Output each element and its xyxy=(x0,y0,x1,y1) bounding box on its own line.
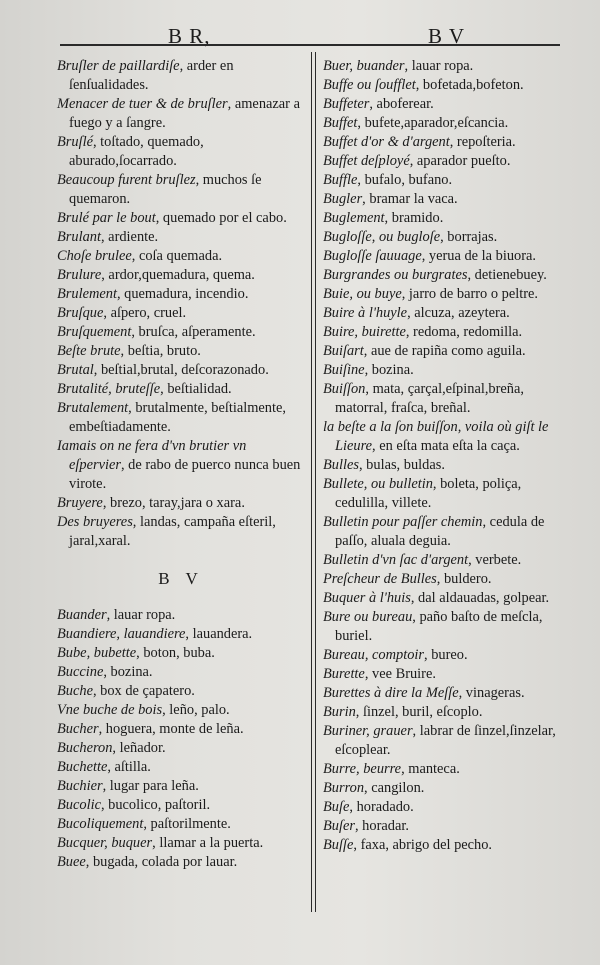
entry-definition: , landas, campaña eſteril, jaral,xaral. xyxy=(69,514,276,549)
entry-headword: Brutal xyxy=(57,362,94,378)
entry-headword: Bruſlé xyxy=(57,134,93,150)
dictionary-entry xyxy=(323,760,558,779)
entry-headword: Buffet xyxy=(323,115,358,131)
entry-headword: Buiſſon xyxy=(323,381,366,397)
dictionary-entry xyxy=(57,437,305,494)
entry-definition: , ſinzel, buril, eſcoplo. xyxy=(355,704,483,720)
entry-definition: , labrar de ſinzel,ſinzelar, eſcoplear. xyxy=(335,723,556,758)
entry-definition: , bufete,aparador,eſcancia. xyxy=(357,115,509,131)
dictionary-entry xyxy=(323,665,558,684)
entry-definition: , verbete. xyxy=(468,552,522,568)
entry-headword: Buchette xyxy=(57,759,108,775)
dictionary-entry xyxy=(57,361,305,380)
dictionary-entry xyxy=(57,228,305,247)
dictionary-entry xyxy=(323,703,558,722)
dictionary-entry xyxy=(323,570,558,589)
dictionary-entry xyxy=(57,285,305,304)
entry-definition: , paño baſto de meſcla, buriel. xyxy=(335,609,543,644)
entry-headword: Buquer à l'huis xyxy=(323,590,411,606)
dictionary-entry xyxy=(323,228,558,247)
dictionary-entry xyxy=(323,266,558,285)
dictionary-entry xyxy=(57,95,305,133)
dictionary-entry xyxy=(323,114,558,133)
entry-headword: Buffle xyxy=(323,172,358,188)
entry-definition: , vinageras. xyxy=(458,685,525,701)
entry-headword: Iamais on ne fera d'vn brutier vn eſpervier xyxy=(57,438,247,473)
dictionary-entry xyxy=(323,817,558,836)
entry-definition: , aparador pueſto. xyxy=(409,153,511,169)
entry-definition: , lugar para leña. xyxy=(102,778,199,794)
dictionary-entry xyxy=(323,152,558,171)
entry-definition: , ardiente. xyxy=(100,229,159,245)
dictionary-entry xyxy=(323,57,558,76)
dictionary-entry xyxy=(323,418,558,456)
dictionary-entry xyxy=(57,720,305,739)
entry-headword: Buffet d'or & d'argent xyxy=(323,134,450,150)
dictionary-entry xyxy=(57,853,305,872)
dictionary-entry xyxy=(323,589,558,608)
entry-headword: Brulement xyxy=(57,286,117,302)
entry-definition: , lauar ropa. xyxy=(404,58,474,74)
dictionary-entry xyxy=(57,682,305,701)
entry-definition: , toſtado, quemado, aburado,ſocarrado. xyxy=(69,134,204,169)
dictionary-entry xyxy=(323,798,558,817)
entry-definition: , brutalmente, beſtialmente, embeſtiadamente. xyxy=(69,400,286,435)
dictionary-entry xyxy=(323,342,558,361)
entry-definition: , leñador. xyxy=(112,740,166,756)
entry-headword: Buchier xyxy=(57,778,103,794)
dictionary-entry xyxy=(57,796,305,815)
entry-headword: Des bruyeres xyxy=(57,514,133,530)
dictionary-entry xyxy=(323,836,558,855)
entry-definition: , cedula de paſſo, aluala deguia. xyxy=(335,514,545,549)
entry-headword: Buglement xyxy=(323,210,385,226)
entry-definition: , aſtilla. xyxy=(107,759,151,775)
entry-definition: , quemado por el cabo. xyxy=(155,210,287,226)
dictionary-entry xyxy=(323,247,558,266)
entry-definition: , alcuza, azeytera. xyxy=(407,305,510,321)
entry-headword: Bucoliquement xyxy=(57,816,144,832)
entry-headword: Burettes à dire la Meſſe xyxy=(323,685,459,701)
entry-headword: Buire à l'huyle xyxy=(323,305,408,321)
entry-definition: , bucolico, paſtoril. xyxy=(100,797,211,813)
dictionary-entry xyxy=(323,304,558,323)
entry-definition: , ardor,quemadura, quema. xyxy=(101,267,255,283)
dictionary-entry xyxy=(57,171,305,209)
entry-headword: Bruyere xyxy=(57,495,103,511)
dictionary-entry xyxy=(57,701,305,720)
entry-headword: Bureau, comptoir xyxy=(323,647,424,663)
entry-headword: Bucher xyxy=(57,721,99,737)
dictionary-entry xyxy=(323,95,558,114)
dictionary-entry xyxy=(57,304,305,323)
entry-headword: Bucolic xyxy=(57,797,101,813)
left-entries-top xyxy=(57,57,305,551)
entry-definition: , bugada, colada por lauar. xyxy=(85,854,238,870)
entry-definition: , paſtorilmente. xyxy=(143,816,231,832)
entry-definition: , beſtia, bruto. xyxy=(120,343,201,359)
entry-headword: Buſſe xyxy=(323,837,354,853)
entry-definition: , lauar ropa. xyxy=(106,607,176,623)
entry-headword: Choſe brulee xyxy=(57,248,132,264)
dictionary-entry xyxy=(57,399,305,437)
entry-definition: , amenazar a fuego y a ſangre. xyxy=(69,96,300,131)
header-rule xyxy=(60,44,560,46)
entry-headword: Buccine xyxy=(57,664,104,680)
entry-definition: , cangilon. xyxy=(364,780,425,796)
entry-headword: Burre, beurre xyxy=(323,761,402,777)
entry-headword: Beaucoup furent bruſlez xyxy=(57,172,196,188)
dictionary-entry xyxy=(323,285,558,304)
entry-headword: Beſte brute xyxy=(57,343,121,359)
entry-definition: , bureo. xyxy=(424,647,468,663)
dictionary-entry xyxy=(323,76,558,95)
entry-headword: Bulletin d'vn ſac d'argent xyxy=(323,552,469,568)
entry-definition: , lauandera. xyxy=(185,626,253,642)
entry-definition: , brezo, taray,jara o xara. xyxy=(102,495,245,511)
entry-definition: , llamar a la puerta. xyxy=(152,835,264,851)
dictionary-entry xyxy=(323,646,558,665)
entry-headword: Bucheron xyxy=(57,740,113,756)
entry-headword: Buffet deſployé xyxy=(323,153,410,169)
entry-headword: Bugloſſe ſauuage xyxy=(323,248,422,264)
entry-definition: , vee Bruire. xyxy=(364,666,436,682)
entry-headword: Bruſquement xyxy=(57,324,132,340)
entry-definition: , faxa, abrigo del pecho. xyxy=(353,837,493,853)
entry-headword: Buffeter xyxy=(323,96,370,112)
entry-definition: , leño, palo. xyxy=(162,702,230,718)
entry-headword: Bruſque xyxy=(57,305,104,321)
dictionary-entry xyxy=(323,551,558,570)
dictionary-entry xyxy=(57,815,305,834)
entry-headword: Buie, ou buye xyxy=(323,286,402,302)
entry-definition: , bozina. xyxy=(364,362,414,378)
right-entries xyxy=(323,57,558,855)
entry-definition: , beſtialidad. xyxy=(160,381,232,397)
entry-headword: Buander xyxy=(57,607,107,623)
dictionary-entry xyxy=(323,608,558,646)
entry-headword: Bugler xyxy=(323,191,363,207)
entry-headword: Brulant xyxy=(57,229,101,245)
entry-definition: , buldero. xyxy=(436,571,492,587)
entry-headword: Brutalité, bruteſſe xyxy=(57,381,161,397)
entry-headword: Bube, bubette xyxy=(57,645,137,661)
entry-definition: , bramido. xyxy=(384,210,444,226)
entry-definition: , aboferear. xyxy=(369,96,434,112)
entry-headword: Buiſart xyxy=(323,343,364,359)
dictionary-entry xyxy=(57,513,305,551)
entry-definition: , coſa quemada. xyxy=(131,248,223,264)
running-head-left: B R, xyxy=(168,24,211,48)
entry-headword: Burin xyxy=(323,704,356,720)
entry-definition: , bramar la vaca. xyxy=(362,191,458,207)
dictionary-entry xyxy=(323,513,558,551)
entry-headword: Bucquer, buquer xyxy=(57,835,153,851)
dictionary-entry xyxy=(323,171,558,190)
dictionary-entry xyxy=(323,323,558,342)
entry-headword: Buandiere, lauandiere xyxy=(57,626,186,642)
dictionary-entry xyxy=(57,247,305,266)
entry-definition: , boleta, poliça, cedulilla, villete. xyxy=(335,476,522,511)
entry-definition: , box de çapatero. xyxy=(92,683,195,699)
entry-headword: Bulletin pour paſſer chemin xyxy=(323,514,483,530)
dictionary-entry xyxy=(323,456,558,475)
dictionary-entry xyxy=(323,684,558,703)
entry-headword: Buffe ou ſoufflet xyxy=(323,77,416,93)
dictionary-entry xyxy=(323,190,558,209)
entry-headword: Bullete, ou bulletin xyxy=(323,476,433,492)
entry-headword: Buriner, grauer xyxy=(323,723,413,739)
entry-headword: Brulé par le bout xyxy=(57,210,156,226)
dictionary-entry xyxy=(57,342,305,361)
entry-definition: , quemadura, incendio. xyxy=(116,286,249,302)
entry-definition: , de rabo de puerco nunca buen virote. xyxy=(69,457,301,492)
entry-headword: Buiſine xyxy=(323,362,365,378)
dictionary-entry xyxy=(323,779,558,798)
dictionary-entry xyxy=(57,606,305,625)
right-column xyxy=(323,57,558,855)
entry-definition: , redoma, redomilla. xyxy=(405,324,523,340)
dictionary-entry xyxy=(57,834,305,853)
entry-definition: , detienebuey. xyxy=(467,267,547,283)
entry-definition: , bruſca, aſperamente. xyxy=(131,324,256,340)
entry-definition: , borrajas. xyxy=(440,229,498,245)
entry-headword: Menacer de tuer & de bruſler xyxy=(57,96,228,112)
dictionary-entry xyxy=(57,380,305,399)
entry-headword: Buche xyxy=(57,683,93,699)
entry-headword: Preſcheur de Bulles xyxy=(323,571,437,587)
section-heading: B V xyxy=(158,569,204,588)
dictionary-entry xyxy=(57,323,305,342)
entry-definition: , horadar. xyxy=(354,818,409,834)
dictionary-entry xyxy=(57,494,305,513)
dictionary-entry xyxy=(57,644,305,663)
entry-headword: Burette xyxy=(323,666,365,682)
entry-headword: la beſte a la ſon buiſſon, voila où giſt le Lieure xyxy=(323,419,549,454)
entry-headword: Buſer xyxy=(323,818,355,834)
dictionary-entry xyxy=(57,57,305,95)
entry-definition: , beſtial,brutal, deſcorazonado. xyxy=(93,362,269,378)
left-column xyxy=(57,57,305,872)
entry-headword: Bruſler de paillardiſe xyxy=(57,58,180,74)
left-entries-bottom xyxy=(57,606,305,872)
dictionary-entry xyxy=(323,209,558,228)
entry-definition: , bozina. xyxy=(103,664,153,680)
entry-definition: , aſpero, cruel. xyxy=(103,305,187,321)
entry-definition: , jarro de barro o peltre. xyxy=(401,286,538,302)
entry-definition: , en eſta mata eſta la caça. xyxy=(372,438,520,454)
running-head-right: B V xyxy=(428,24,466,48)
entry-headword: Bugloſſe, ou bugloſe xyxy=(323,229,441,245)
entry-headword: Brutalement xyxy=(57,400,129,416)
entry-definition: , muchos ſe quemaron. xyxy=(69,172,262,207)
entry-definition: , hoguera, monte de leña. xyxy=(98,721,244,737)
entry-headword: Buee xyxy=(57,854,86,870)
entry-headword: Burron xyxy=(323,780,365,796)
dictionary-entry xyxy=(57,758,305,777)
dictionary-entry xyxy=(57,663,305,682)
entry-definition: , repoſteria. xyxy=(449,134,516,150)
column-divider xyxy=(311,52,312,912)
entry-headword: Buer, buander xyxy=(323,58,405,74)
entry-definition: , aue de rapiña como aguila. xyxy=(363,343,526,359)
dictionary-entry xyxy=(57,266,305,285)
dictionary-entry xyxy=(57,625,305,644)
entry-definition: , manteca. xyxy=(401,761,460,777)
entry-headword: Buſe xyxy=(323,799,350,815)
entry-headword: Bulles xyxy=(323,457,359,473)
entry-headword: Brulure xyxy=(57,267,102,283)
entry-definition: , yerua de la biuora. xyxy=(421,248,536,264)
dictionary-entry xyxy=(323,475,558,513)
dictionary-entry xyxy=(57,209,305,228)
dictionary-entry xyxy=(57,777,305,796)
entry-definition: , mata, çarçal,eſpinal,breña, matorral, fraſca, breñal. xyxy=(335,381,524,416)
entry-definition: , bufalo, bufano. xyxy=(357,172,453,188)
entry-headword: Bure ou bureau xyxy=(323,609,413,625)
dictionary-entry xyxy=(323,361,558,380)
entry-headword: Burgrandes ou burgrates xyxy=(323,267,468,283)
entry-definition: , bofetada,bofeton. xyxy=(415,77,524,93)
entry-headword: Vne buche de bois xyxy=(57,702,163,718)
entry-definition: , dal aldauadas, golpear. xyxy=(410,590,550,606)
dictionary-entry xyxy=(57,739,305,758)
dictionary-entry xyxy=(323,133,558,152)
dictionary-entry xyxy=(323,722,558,760)
entry-definition: , horadado. xyxy=(349,799,414,815)
entry-definition: , boton, buba. xyxy=(136,645,215,661)
dictionary-entry xyxy=(57,133,305,171)
entry-headword: Buire, buirette xyxy=(323,324,406,340)
column-divider-inner xyxy=(315,52,316,912)
dictionary-entry xyxy=(323,380,558,418)
entry-definition: , arder en ſenſualidades. xyxy=(69,58,234,93)
entry-definition: , bulas, buldas. xyxy=(358,457,445,473)
